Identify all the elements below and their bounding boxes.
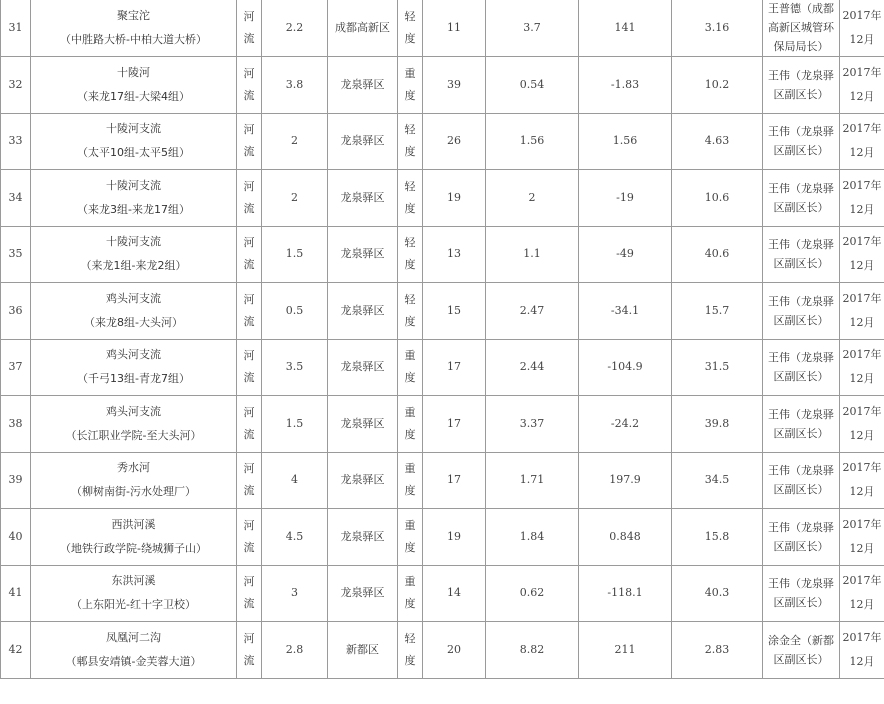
table-row — [1, 452, 884, 509]
value-3: -19 — [579, 170, 672, 227]
river-name-cell — [31, 283, 237, 340]
value-1: 19 — [423, 509, 486, 566]
river-section: （郫县安靖镇-金芙蓉大道） — [65, 654, 202, 668]
river-name: 鸡头河支流 — [106, 404, 161, 418]
water-type-char-2: 流 — [243, 145, 255, 159]
pollution-level-char-2: 度 — [404, 371, 416, 385]
value-4: 10.6 — [672, 170, 763, 227]
row-number: 36 — [1, 283, 31, 340]
value-1: 17 — [423, 452, 486, 509]
row-number: 32 — [1, 57, 31, 114]
district: 龙泉驿区 — [328, 509, 398, 566]
river-section: （地铁行政学院-绕城狮子山） — [60, 541, 207, 555]
water-type — [237, 57, 262, 114]
river-length: 3.8 — [262, 57, 328, 114]
pollution-level — [398, 57, 423, 114]
river-length: 3.5 — [262, 339, 328, 396]
value-1: 14 — [423, 565, 486, 622]
deadline: 2017年12月 — [840, 452, 884, 509]
district: 龙泉驿区 — [328, 452, 398, 509]
water-type-char-1: 河 — [243, 518, 255, 532]
water-type-char-1: 河 — [243, 66, 255, 80]
district: 龙泉驿区 — [328, 396, 398, 453]
pollution-level-char-2: 度 — [404, 201, 416, 215]
water-type-char-1: 河 — [243, 9, 255, 23]
river-name-cell — [31, 113, 237, 170]
table-body — [1, 0, 884, 678]
value-2: 0.54 — [486, 57, 579, 114]
table-row — [1, 622, 884, 679]
pollution-level — [398, 622, 423, 679]
river-name: 秀水河 — [117, 461, 150, 475]
pollution-level — [398, 339, 423, 396]
river-section: （来龙1组-来龙2组） — [80, 259, 187, 273]
row-number: 33 — [1, 113, 31, 170]
river-length: 2 — [262, 170, 328, 227]
pollution-level-char-1: 轻 — [404, 123, 416, 137]
row-number: 39 — [1, 452, 31, 509]
table-row — [1, 509, 884, 566]
district: 龙泉驿区 — [328, 339, 398, 396]
pollution-level-char-1: 重 — [404, 66, 416, 80]
water-type-char-1: 河 — [243, 575, 255, 589]
deadline: 2017年12月 — [840, 283, 884, 340]
river-name-cell — [31, 622, 237, 679]
river-name: 十陵河支流 — [106, 178, 161, 192]
water-type-char-1: 河 — [243, 462, 255, 476]
water-type-char-1: 河 — [243, 349, 255, 363]
river-name: 十陵河支流 — [106, 122, 161, 136]
value-4: 2.83 — [672, 622, 763, 679]
value-4: 34.5 — [672, 452, 763, 509]
pollution-level-char-1: 重 — [404, 462, 416, 476]
deadline: 2017年12月 — [840, 170, 884, 227]
value-1: 39 — [423, 57, 486, 114]
row-number: 42 — [1, 622, 31, 679]
pollution-level-char-2: 度 — [404, 484, 416, 498]
district: 新都区 — [328, 622, 398, 679]
value-1: 20 — [423, 622, 486, 679]
river-name: 聚宝沱 — [117, 8, 150, 22]
value-4: 3.16 — [672, 0, 763, 57]
value-3: -118.1 — [579, 565, 672, 622]
value-3: 211 — [579, 622, 672, 679]
pollution-level-char-1: 轻 — [404, 179, 416, 193]
water-type-char-1: 河 — [243, 123, 255, 137]
value-2: 2.47 — [486, 283, 579, 340]
river-name-cell — [31, 396, 237, 453]
table-row — [1, 170, 884, 227]
value-1: 17 — [423, 339, 486, 396]
river-length: 1.5 — [262, 396, 328, 453]
pollution-level-char-1: 轻 — [404, 292, 416, 306]
pollution-level-char-1: 重 — [404, 349, 416, 363]
deadline: 2017年12月 — [840, 226, 884, 283]
responsible-leader: 王伟（龙泉驿区副区长） — [763, 170, 840, 227]
water-type — [237, 283, 262, 340]
responsible-leader: 王伟（龙泉驿区副区长） — [763, 283, 840, 340]
pollution-level-char-2: 度 — [404, 427, 416, 441]
river-section: （中胜路大桥-中柏大道大桥） — [60, 32, 207, 46]
water-type-char-1: 河 — [243, 179, 255, 193]
value-4: 10.2 — [672, 57, 763, 114]
value-2: 2 — [486, 170, 579, 227]
table-row — [1, 565, 884, 622]
water-type — [237, 452, 262, 509]
responsible-leader: 王伟（龙泉驿区副区长） — [763, 565, 840, 622]
water-type-char-1: 河 — [243, 292, 255, 306]
value-4: 31.5 — [672, 339, 763, 396]
water-type-char-2: 流 — [243, 258, 255, 272]
river-name: 西洪河溪 — [111, 517, 156, 531]
value-1: 19 — [423, 170, 486, 227]
river-name-cell — [31, 226, 237, 283]
river-name: 十陵河 — [117, 65, 150, 79]
value-3: 1.56 — [579, 113, 672, 170]
row-number: 41 — [1, 565, 31, 622]
value-4: 4.63 — [672, 113, 763, 170]
pollution-level — [398, 170, 423, 227]
district: 龙泉驿区 — [328, 113, 398, 170]
river-section: （千弓13组-青龙7组） — [77, 372, 190, 386]
value-2: 3.37 — [486, 396, 579, 453]
pollution-level-char-1: 重 — [404, 518, 416, 532]
value-2: 3.7 — [486, 0, 579, 57]
row-number: 37 — [1, 339, 31, 396]
pollution-level-char-2: 度 — [404, 88, 416, 102]
district: 龙泉驿区 — [328, 170, 398, 227]
pollution-level — [398, 226, 423, 283]
row-number: 40 — [1, 509, 31, 566]
pollution-level — [398, 0, 423, 57]
deadline: 2017年12月 — [840, 622, 884, 679]
district: 龙泉驿区 — [328, 226, 398, 283]
deadline: 2017年12月 — [840, 0, 884, 57]
deadline: 2017年12月 — [840, 113, 884, 170]
river-name: 十陵河支流 — [106, 235, 161, 249]
water-type-char-2: 流 — [243, 540, 255, 554]
water-type-char-2: 流 — [243, 88, 255, 102]
river-name-cell — [31, 57, 237, 114]
water-type — [237, 170, 262, 227]
river-section: （来龙17组-大梁4组） — [77, 89, 190, 103]
pollution-level-char-1: 轻 — [404, 9, 416, 23]
responsible-leader: 涂金全（新都区副区长） — [763, 622, 840, 679]
table-row — [1, 396, 884, 453]
pollution-level — [398, 283, 423, 340]
value-3: -49 — [579, 226, 672, 283]
water-type — [237, 622, 262, 679]
value-1: 15 — [423, 283, 486, 340]
water-type-char-2: 流 — [243, 314, 255, 328]
water-type-char-2: 流 — [243, 427, 255, 441]
value-4: 15.7 — [672, 283, 763, 340]
river-name: 凤凰河二沟 — [106, 630, 161, 644]
district: 成都高新区 — [328, 0, 398, 57]
value-3: 0.848 — [579, 509, 672, 566]
river-section: （上东阳光-红十字卫校） — [71, 598, 196, 612]
value-1: 17 — [423, 396, 486, 453]
pollution-level-char-1: 轻 — [404, 631, 416, 645]
river-name: 鸡头河支流 — [106, 291, 161, 305]
deadline: 2017年12月 — [840, 339, 884, 396]
pollution-level-char-2: 度 — [404, 258, 416, 272]
pollution-level-char-2: 度 — [404, 653, 416, 667]
water-type-char-2: 流 — [243, 31, 255, 45]
value-3: -24.2 — [579, 396, 672, 453]
table-row — [1, 113, 884, 170]
pollution-level-char-2: 度 — [404, 145, 416, 159]
responsible-leader: 王伟（龙泉驿区副区长） — [763, 339, 840, 396]
row-number: 38 — [1, 396, 31, 453]
responsible-leader: 王伟（龙泉驿区副区长） — [763, 509, 840, 566]
river-section: （太平10组-太平5组） — [77, 146, 190, 160]
river-section: （来龙8组-大头河） — [84, 315, 183, 329]
value-1: 11 — [423, 0, 486, 57]
value-3: -104.9 — [579, 339, 672, 396]
water-type — [237, 565, 262, 622]
value-2: 1.71 — [486, 452, 579, 509]
table-row — [1, 0, 884, 57]
value-1: 13 — [423, 226, 486, 283]
pollution-level-char-2: 度 — [404, 597, 416, 611]
river-name-cell — [31, 339, 237, 396]
value-3: 141 — [579, 0, 672, 57]
responsible-leader: 王伟（龙泉驿区副区长） — [763, 396, 840, 453]
table-row — [1, 283, 884, 340]
river-section: （长江职业学院-至大头河） — [65, 428, 202, 442]
value-2: 1.56 — [486, 113, 579, 170]
water-type — [237, 509, 262, 566]
river-length: 4.5 — [262, 509, 328, 566]
water-type — [237, 113, 262, 170]
water-type-char-2: 流 — [243, 201, 255, 215]
value-2: 1.1 — [486, 226, 579, 283]
pollution-level-char-1: 轻 — [404, 236, 416, 250]
water-type-char-1: 河 — [243, 405, 255, 419]
pollution-level — [398, 452, 423, 509]
river-length: 2 — [262, 113, 328, 170]
table-row — [1, 226, 884, 283]
water-type — [237, 0, 262, 57]
responsible-leader: 王伟（龙泉驿区副区长） — [763, 226, 840, 283]
pollution-level — [398, 113, 423, 170]
water-type — [237, 339, 262, 396]
value-2: 8.82 — [486, 622, 579, 679]
table-row — [1, 57, 884, 114]
responsible-leader: 王伟（龙泉驿区副区长） — [763, 452, 840, 509]
district: 龙泉驿区 — [328, 565, 398, 622]
value-2: 2.44 — [486, 339, 579, 396]
river-length: 2.2 — [262, 0, 328, 57]
pollution-level-char-2: 度 — [404, 540, 416, 554]
river-name-cell — [31, 565, 237, 622]
row-number: 31 — [1, 0, 31, 57]
pollution-level — [398, 565, 423, 622]
water-type-char-2: 流 — [243, 371, 255, 385]
water-type — [237, 396, 262, 453]
water-type-char-1: 河 — [243, 631, 255, 645]
value-4: 40.6 — [672, 226, 763, 283]
water-type — [237, 226, 262, 283]
river-length: 0.5 — [262, 283, 328, 340]
river-name-cell — [31, 509, 237, 566]
river-name-cell — [31, 452, 237, 509]
deadline: 2017年12月 — [840, 509, 884, 566]
value-4: 15.8 — [672, 509, 763, 566]
water-type-char-1: 河 — [243, 236, 255, 250]
deadline: 2017年12月 — [840, 396, 884, 453]
water-type-char-2: 流 — [243, 484, 255, 498]
river-name-cell — [31, 170, 237, 227]
responsible-leader: 王伟（龙泉驿区副区长） — [763, 57, 840, 114]
pollution-level-char-1: 重 — [404, 405, 416, 419]
river-length: 3 — [262, 565, 328, 622]
value-1: 26 — [423, 113, 486, 170]
river-section: （来龙3组-来龙17组） — [77, 202, 190, 216]
river-name: 东洪河溪 — [111, 574, 156, 588]
river-length: 4 — [262, 452, 328, 509]
responsible-leader: 王普德（成都高新区城管环保局局长） — [763, 0, 840, 57]
river-section: （柳树南街-污水处理厂） — [71, 485, 196, 499]
value-4: 40.3 — [672, 565, 763, 622]
table-row — [1, 339, 884, 396]
water-type-char-2: 流 — [243, 597, 255, 611]
value-3: -1.83 — [579, 57, 672, 114]
pollution-level — [398, 509, 423, 566]
value-2: 0.62 — [486, 565, 579, 622]
river-length: 1.5 — [262, 226, 328, 283]
deadline: 2017年12月 — [840, 57, 884, 114]
row-number: 34 — [1, 170, 31, 227]
pollution-level-char-2: 度 — [404, 314, 416, 328]
responsible-leader: 王伟（龙泉驿区副区长） — [763, 113, 840, 170]
row-number: 35 — [1, 226, 31, 283]
district: 龙泉驿区 — [328, 283, 398, 340]
river-name-cell — [31, 0, 237, 57]
value-4: 39.8 — [672, 396, 763, 453]
value-3: 197.9 — [579, 452, 672, 509]
pollution-level — [398, 396, 423, 453]
river-length: 2.8 — [262, 622, 328, 679]
water-type-char-2: 流 — [243, 653, 255, 667]
value-3: -34.1 — [579, 283, 672, 340]
value-2: 1.84 — [486, 509, 579, 566]
district: 龙泉驿区 — [328, 57, 398, 114]
river-name: 鸡头河支流 — [106, 348, 161, 362]
pollution-level-char-1: 重 — [404, 575, 416, 589]
deadline: 2017年12月 — [840, 565, 884, 622]
pollution-level-char-2: 度 — [404, 31, 416, 45]
